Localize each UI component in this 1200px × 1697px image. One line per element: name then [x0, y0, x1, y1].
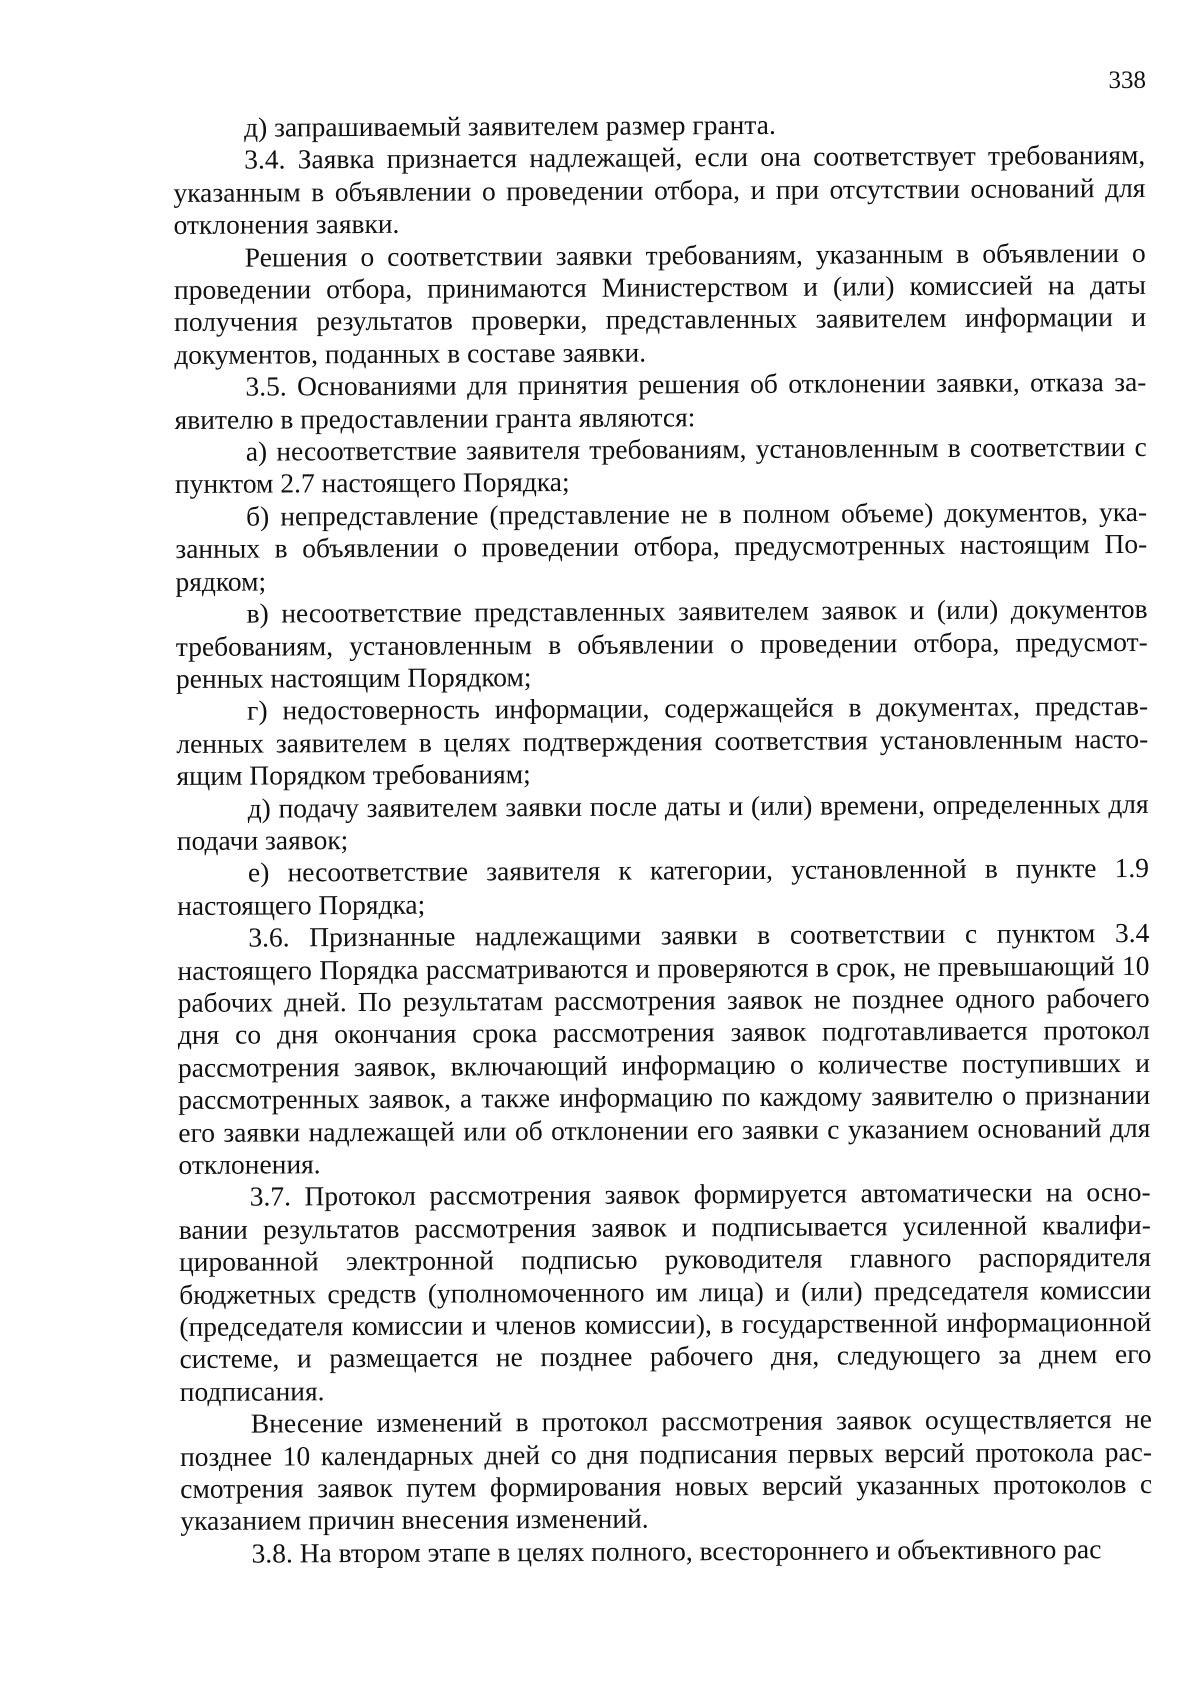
page-number: 338 [1108, 66, 1147, 95]
paragraph-3-5-e: е) несоответствие заявителя к категории, установленной в пункте 1.9 настоящего Порядка; [177, 852, 1150, 921]
paragraph-item-d-grant-size: д) запрашиваемый заявителем размер гранта. [243, 108, 776, 143]
paragraph-3-5: 3.5. Основаниями для принятия решения об отклонении заявки, отказа заявителю в предоставлении гранта являются: [174, 366, 1147, 435]
paragraph-3-5-b: б) непредставление (представление не в полном объеме) документов, указанных в объявлении о проведении отбора, предусмотренных настоящим Порядком; [175, 495, 1148, 597]
paragraph-3-5-v: в) несоответствие представленных заявителем заявок и (или) документов требованиям, установленным в объявлении о проведении отбора, предусмотренных настоящим Порядком; [175, 592, 1148, 694]
paragraph-3-5-g: г) недостоверность информации, содержащейся в документах, представленных заявителем в целях подтверждения соответствия установленным настоящим Порядком требованиям; [176, 690, 1149, 792]
paragraph-3-6: 3.6. Признанные надлежащими заявки в соответствии с пунктом 3.4 настоящего Порядка рассматриваются и проверяются в срок, не превышающий 10 рабочих дней. По результатам рассмотрения заявок не позднее одного рабочего дня со дня окончания срока рассмотрения заявок подготавливается протокол рассмотрения заявок, включающий информацию о количестве поступивших и рассмотренных заявок, а также информацию по каждому заявителю о признании его заявки надлежащей или об отклонении его заявки с указанием оснований для отклонения. [177, 917, 1151, 1180]
document-body [173, 107, 1153, 1570]
paragraph-3-8: 3.8. На втором этапе в целях полного, всестороннего и объективного рас [251, 1533, 1102, 1569]
paragraph-decisions: Решения о соответствии заявки требованиям, указанным в объявлении о проведении отбора, принимаются Министерством и (или) комиссией на даты получения результатов проверки, представленных заявителем информации и документов, поданных в составе заявки. [173, 236, 1147, 370]
paragraph-3-5-a: а) несоответствие заявителя требованиям, установленным в соответствии с пунктом 2.7 настоящего Порядка; [174, 430, 1147, 500]
paragraph-protocol-changes: Внесение изменений в протокол рассмотрения заявок осуществляется не позднее 10 календарных дней со дня подписания первых версий протокола рассмотрения заявок путем формирования новых версий указанных протоколов с указанием причин внесения изменений. [179, 1403, 1153, 1537]
paragraph-3-7: 3.7. Протокол рассмотрения заявок формируется автоматически на основании результатов рассмотрения заявок и подписывается усиленной квалифицированной электронной подписью руководителя главного распорядителя бюджетных средств (уполномоченного им лица) и (или) председателя комиссии (председателя комиссии и членов комиссии), в государственной информационной системе, и размещается не позднее рабочего дня, следующего за днем его подписания. [178, 1176, 1152, 1407]
paragraph-3-5-d: д) подачу заявителем заявки после даты и (или) времени, определенных для подачи заявок; [176, 787, 1149, 856]
paragraph-3-4: 3.4. Заявка признается надлежащей, если она соответствует требованиям, указанным в объявлении о проведении отбора, и при отсутствии оснований для отклонения заявки. [173, 139, 1146, 241]
